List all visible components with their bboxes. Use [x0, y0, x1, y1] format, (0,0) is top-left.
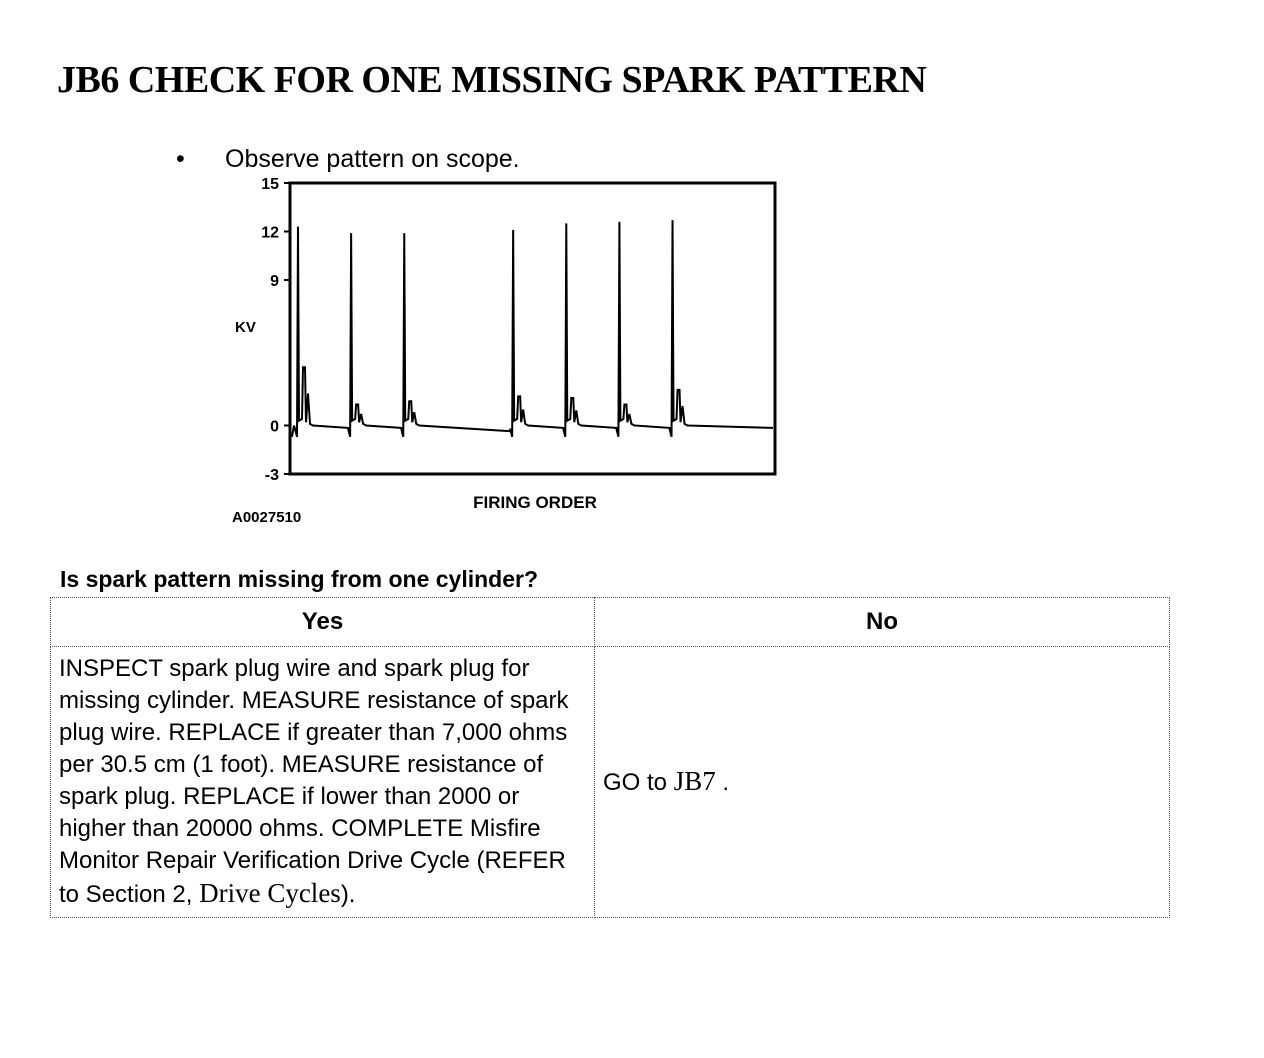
page-title: JB6 CHECK FOR ONE MISSING SPARK PATTERN	[57, 59, 927, 101]
no-instruction: GO to	[603, 769, 668, 796]
y-axis-label: KV	[235, 319, 256, 336]
y-tick-label: 9	[270, 273, 279, 290]
jb7-link[interactable]: JB7	[673, 766, 716, 796]
header-yes: Yes	[51, 598, 595, 647]
y-tick-label: 0	[270, 418, 279, 436]
table-row	[51, 647, 1170, 918]
drive-cycles-link[interactable]: Drive Cycles	[199, 878, 341, 908]
x-axis-label: FIRING ORDER	[473, 493, 597, 512]
y-tick-label: 15	[261, 176, 279, 193]
plot-frame	[290, 183, 775, 474]
y-tick-label: 12	[261, 224, 279, 242]
pattern-trace	[292, 220, 773, 437]
question-text: Is spark pattern missing from one cylinder?	[60, 566, 539, 592]
instruction-text: Observe pattern on scope.	[225, 145, 520, 173]
scope-pattern-chart	[225, 172, 785, 522]
decision-table	[50, 597, 1170, 918]
yes-instructions: INSPECT spark plug wire and spark plug for missing cylinder. MEASURE resistance of spark plug wire. REPLACE if greater than 7,000 ohms per 30.5 cm (1 foot). MEASURE resistance of spark plug. REPLACE if lower than 2000 or higher than 20000 ohms. COMPLETE Misfire Monitor Repair Verification Drive Cycle (REFER to Section 2,	[59, 655, 569, 908]
bullet-icon: •	[176, 145, 185, 173]
yes-instructions-end: ).	[340, 881, 356, 908]
y-axis-ticks	[261, 176, 290, 484]
yes-cell	[51, 647, 595, 918]
header-no: No	[595, 598, 1170, 647]
figure-id: A0027510	[232, 509, 302, 522]
y-tick-label: -3	[264, 467, 279, 484]
no-instruction-end: .	[722, 769, 730, 796]
table-header-row	[51, 598, 1170, 647]
no-cell	[595, 647, 1170, 918]
